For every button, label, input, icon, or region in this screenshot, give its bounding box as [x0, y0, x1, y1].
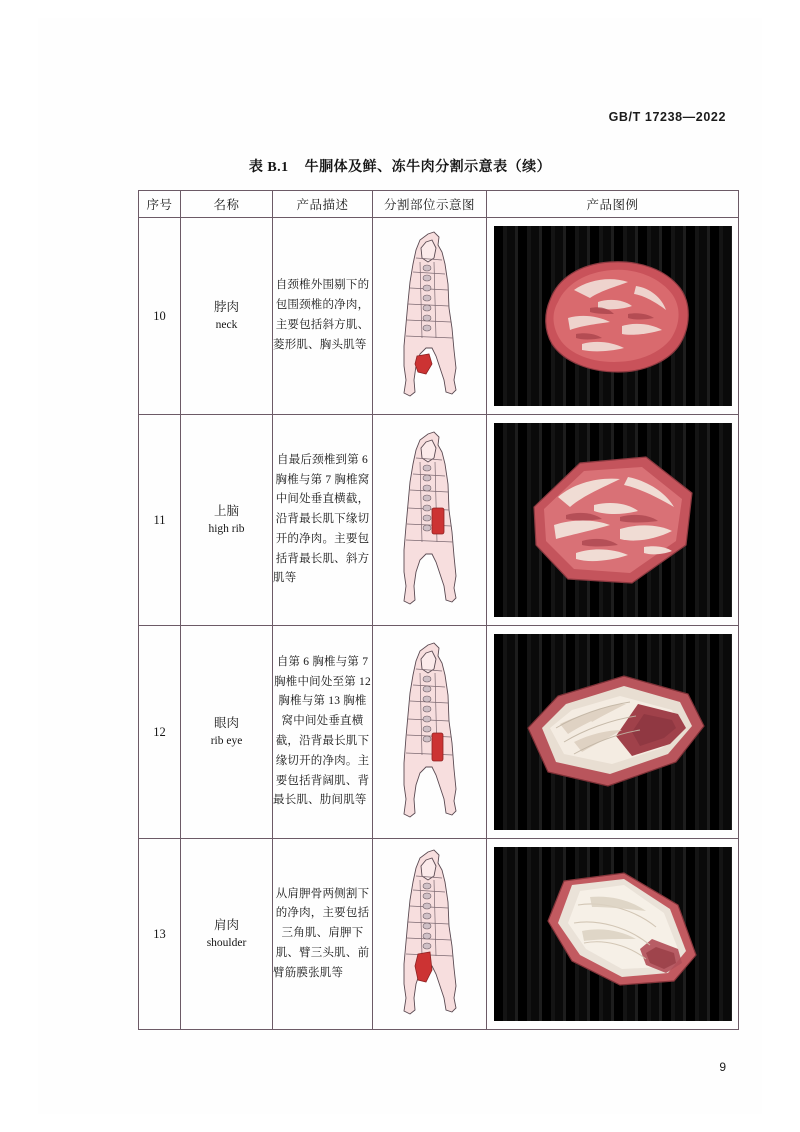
meat-illustration-shoulder: [528, 869, 704, 999]
highlight-region-shoulder: [415, 952, 432, 982]
cell-diagram: [373, 626, 487, 839]
cut-name-cn: 肩肉: [213, 918, 239, 932]
cell-seq: 10: [139, 218, 181, 415]
table-row: [139, 839, 739, 1030]
cell-description: 自第 6 胸椎与第 7 胸椎中间处至第 12 胸椎与第 13 胸椎窝中间处垂直横截，沿背最长肌下缘切开的净肉。主要包括背阔肌、背最长肌、肋间肌等: [273, 626, 373, 839]
cell-diagram: [373, 839, 487, 1030]
header-seq: 序号: [139, 191, 181, 218]
carcass-diagram-high-rib: [382, 426, 478, 614]
cell-name: [181, 839, 273, 1030]
cell-photo: [487, 415, 739, 626]
meat-illustration-rib-eye: [520, 670, 712, 796]
cell-photo: [487, 839, 739, 1030]
header-description: 产品描述: [273, 191, 373, 218]
cut-name-cn: 眼肉: [213, 716, 239, 730]
cell-name: [181, 626, 273, 839]
cell-photo: [487, 218, 739, 415]
table-title-text: 牛胴体及鲜、冻牛肉分割示意表（续）: [304, 160, 552, 175]
meat-illustration-high-rib: [524, 453, 706, 591]
product-photo-neck: [494, 226, 732, 406]
page-content-area: [38, 18, 762, 1114]
cut-table: [138, 190, 739, 1030]
cell-description: 自最后颈椎到第 6 胸椎与第 7 胸椎窝中间处垂直横截，沿背最长肌下缘切开的净肉。主要包括背最长肌、斜方肌等: [273, 415, 373, 626]
table-row: [139, 415, 739, 626]
cut-name-en: high rib: [208, 522, 245, 535]
cell-seq: 12: [139, 626, 181, 839]
cell-name: [181, 415, 273, 626]
cell-seq: 11: [139, 415, 181, 626]
cell-description: 从肩胛骨两侧割下的净肉，主要包括三角肌、肩胛下肌、臂三头肌、前臂筋膜张肌等: [273, 839, 373, 1030]
table-title-number: 表 B.1: [248, 160, 289, 175]
table-title: [38, 156, 762, 176]
cell-diagram: [373, 218, 487, 415]
carcass-diagram-shoulder: [382, 846, 478, 1022]
header-diagram: 分割部位示意图: [373, 191, 487, 218]
cut-name-en: rib eye: [210, 734, 243, 747]
page-number: 9: [719, 1060, 726, 1074]
highlight-region-rib-eye: [432, 733, 443, 761]
cell-diagram: [373, 415, 487, 626]
carcass-diagram-neck: [382, 228, 478, 404]
cut-name-en: shoulder: [206, 936, 247, 949]
header-name: 名称: [181, 191, 273, 218]
meat-illustration-neck: [532, 256, 700, 380]
highlight-region-neck: [415, 354, 432, 374]
carcass-diagram-rib-eye: [382, 637, 478, 827]
standard-code-header: GB/T 17238—2022: [608, 110, 726, 124]
product-photo-rib-eye: [494, 634, 732, 830]
cell-name: [181, 218, 273, 415]
table-row: [139, 218, 739, 415]
highlight-region-high-rib: [432, 508, 444, 534]
product-photo-high-rib: [494, 423, 732, 617]
product-photo-shoulder: [494, 847, 732, 1021]
cut-name-cn: 上脑: [213, 504, 239, 518]
cut-name-en: neck: [215, 318, 238, 331]
table-row: [139, 626, 739, 839]
cell-seq: 13: [139, 839, 181, 1030]
header-photo: 产品图例: [487, 191, 739, 218]
cut-name-cn: 脖肉: [213, 300, 239, 314]
table-header-row: [139, 191, 739, 218]
cell-description: 自颈椎外围剔下的包围颈椎的净肉，主要包括斜方肌、菱形肌、胸头肌等: [273, 218, 373, 415]
cell-photo: [487, 626, 739, 839]
